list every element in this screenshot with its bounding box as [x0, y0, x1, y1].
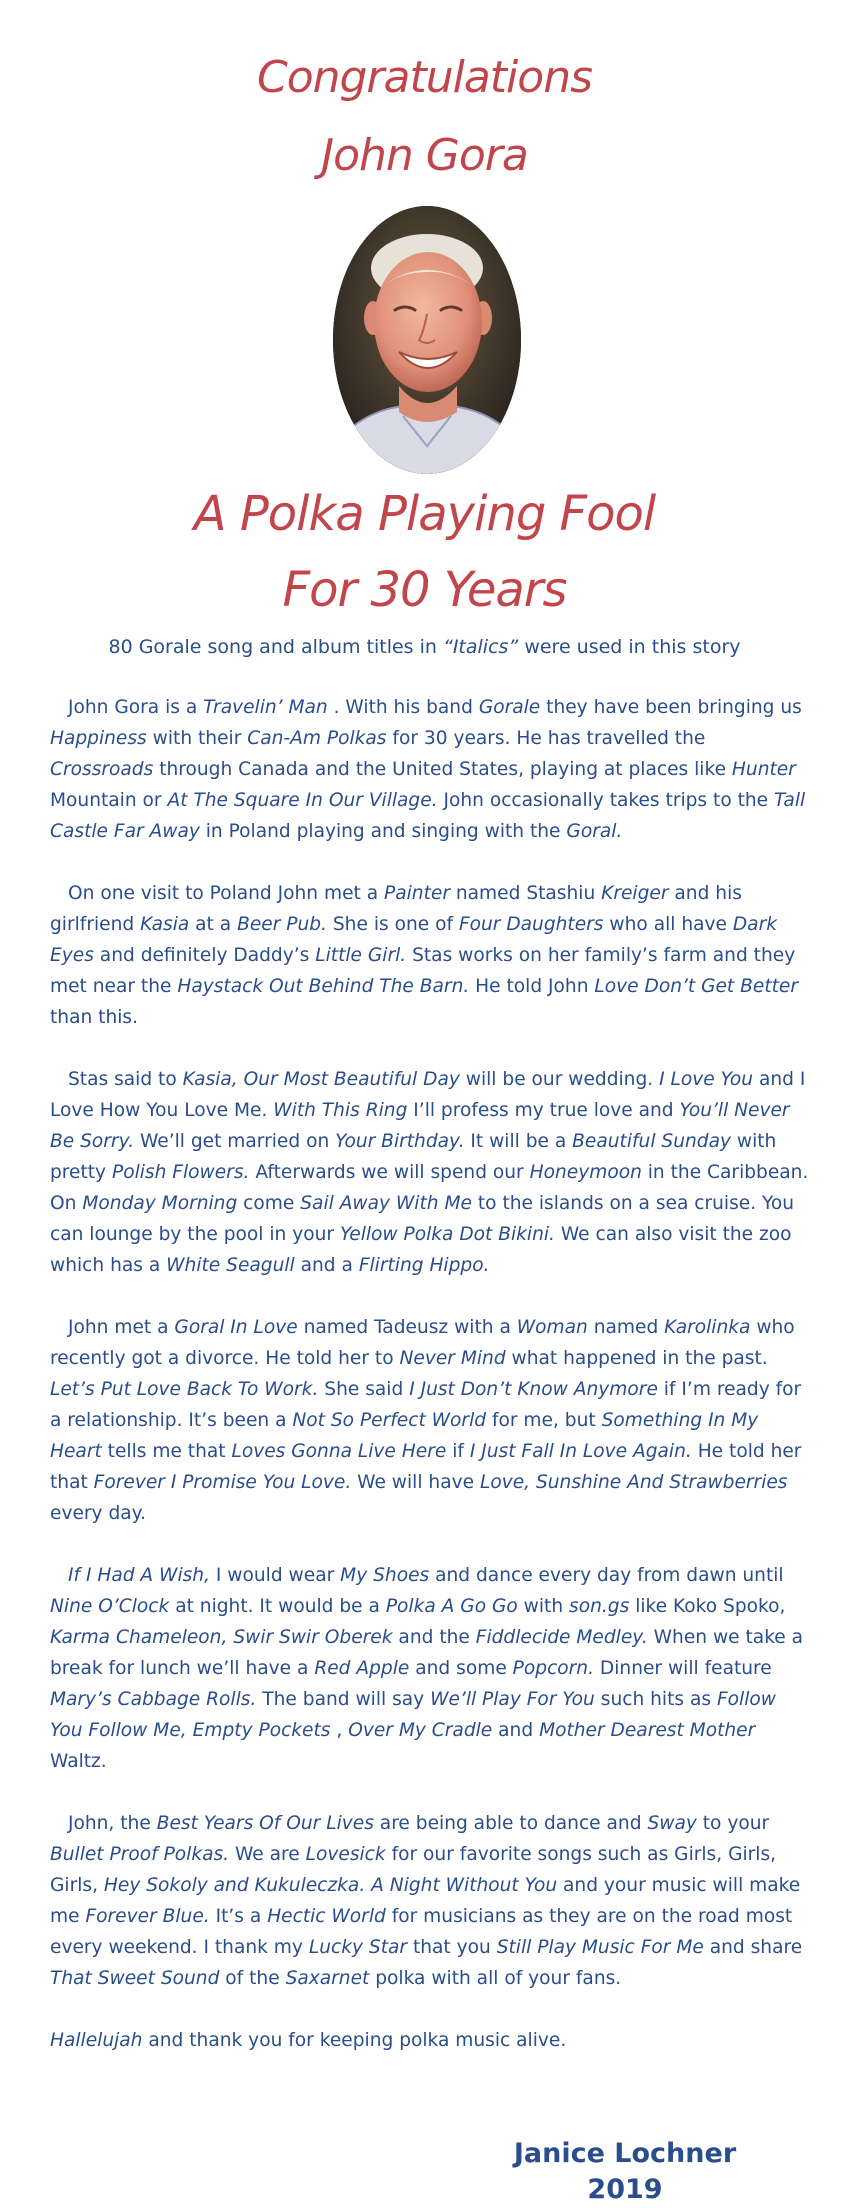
song-title: Red Apple — [314, 1658, 410, 1679]
story-text: We can also visit the zoo which has a — [50, 1224, 792, 1276]
story-text: who recently got a divorce. He told her to — [50, 1317, 795, 1369]
story-text: We will have — [351, 1472, 480, 1493]
story-text: of the — [219, 1968, 286, 1989]
song-title: Mother Dearest Mother — [539, 1720, 756, 1741]
story-paragraph — [50, 1064, 810, 1281]
song-title: Goral In Love — [174, 1317, 298, 1338]
song-title: Best Years Of Our Lives — [156, 1813, 374, 1834]
song-title: Dark Eyes — [50, 914, 777, 966]
story-text: Afterwards we will spend our — [249, 1162, 530, 1183]
song-title: I Just Fall In Love Again. — [469, 1441, 692, 1462]
story-text: It will be a — [464, 1131, 573, 1152]
portrait-illustration — [333, 206, 521, 474]
song-title: Empty Pockets — [192, 1720, 331, 1741]
story-text: tells me that — [101, 1441, 232, 1462]
song-title: Your Birthday. — [335, 1131, 465, 1152]
story-text: and I Love How You Love Me. — [50, 1069, 806, 1121]
story-text: such hits as — [594, 1689, 717, 1710]
song-title: Love Don’t Get Better — [594, 976, 798, 997]
song-title: Over My Cradle — [348, 1720, 493, 1741]
story-paragraph — [50, 1312, 810, 1529]
song-title: Bullet Proof Polkas. — [50, 1844, 230, 1865]
story-text: John met a — [68, 1317, 175, 1338]
story-text: polka with all of your fans. — [369, 1968, 622, 1989]
italics-note-italic: “Italics” — [442, 636, 519, 658]
story-text: and share — [703, 1937, 803, 1958]
story-text: that you — [407, 1937, 497, 1958]
song-title: Yellow Polka Dot Bikini. — [339, 1224, 555, 1245]
story-text: at night. It would be a — [169, 1596, 386, 1617]
song-title: I Love You — [659, 1069, 754, 1090]
story-text: and your music will make me — [50, 1875, 801, 1927]
story-text: if — [446, 1441, 470, 1462]
song-title: Honeymoon — [529, 1162, 642, 1183]
story-text: Dinner will feature — [594, 1658, 772, 1679]
song-title: Crossroads — [50, 759, 154, 780]
song-title: I Just Don’t Know Anymore — [409, 1379, 658, 1400]
song-title: Goral. — [566, 821, 623, 842]
song-title: Never Mind — [399, 1348, 506, 1369]
song-title: Lucky Star — [308, 1937, 408, 1958]
story-text: We’ll get married on — [134, 1131, 336, 1152]
song-title: Tall Castle Far Away — [50, 790, 806, 842]
song-title: Can-Am Polkas — [247, 728, 387, 749]
song-title: Popcorn. — [512, 1658, 595, 1679]
song-title: Kasia — [140, 914, 190, 935]
story-text: It’s a — [209, 1906, 268, 1927]
story-text: John Gora is a — [68, 697, 204, 718]
story-text: named Tadeusz with a — [297, 1317, 517, 1338]
story-text: and some — [409, 1658, 513, 1679]
song-title: Swir Swir Oberek — [233, 1627, 393, 1648]
song-title: Karolinka — [664, 1317, 751, 1338]
story-text: On one visit to Poland John met a — [68, 883, 385, 904]
italics-note-before: 80 Gorale song and album titles in — [108, 636, 443, 658]
story-text: She said — [318, 1379, 410, 1400]
song-title: Forever Blue. — [85, 1906, 210, 1927]
story-text: and a — [294, 1255, 359, 1276]
story-text: Mountain or — [50, 790, 168, 811]
story-text: He told her that — [50, 1441, 802, 1493]
song-title: Sway — [647, 1813, 697, 1834]
song-title: Not So Perfect World — [292, 1410, 487, 1431]
story-text: Stas works on her family’s farm and they met near the — [50, 945, 796, 997]
song-title: Sail Away With Me — [300, 1193, 472, 1214]
story-text: Waltz. — [50, 1751, 107, 1772]
song-title: Beer Pub. — [237, 914, 327, 935]
song-title: Something In My Heart — [50, 1410, 759, 1462]
song-title: Polish Flowers. — [111, 1162, 250, 1183]
story-text: like Koko Spoko, — [629, 1596, 786, 1617]
story-text: with pretty — [50, 1131, 777, 1183]
song-title: Still Play Music For Me — [496, 1937, 704, 1958]
song-title: Travelin’ Man — [203, 697, 328, 718]
story-closing-paragraph — [50, 2025, 810, 2056]
story-text: than this. — [50, 1007, 139, 1028]
story-text: and definitely Daddy’s — [93, 945, 316, 966]
song-title: son.gs — [569, 1596, 630, 1617]
song-title: Woman — [516, 1317, 588, 1338]
signature-year: 2019 — [587, 2174, 663, 2205]
song-title: Flirting Hippo. — [358, 1255, 490, 1276]
story-paragraph — [50, 1808, 810, 1994]
song-title: Painter — [384, 883, 450, 904]
story-text: in Poland playing and singing with the — [199, 821, 567, 842]
song-title: Fiddlecide Medley. — [475, 1627, 648, 1648]
story-text: through Canada and the United States, playing at places like — [153, 759, 732, 780]
song-title: Loves Gonna Live Here — [231, 1441, 447, 1462]
story-text: , — [330, 1720, 349, 1741]
song-title: Monday Morning — [82, 1193, 238, 1214]
song-title: That Sweet Sound — [50, 1968, 220, 1989]
story-text: who all have — [603, 914, 733, 935]
story-paragraph — [50, 1560, 810, 1777]
story-text: named Stashiu — [449, 883, 602, 904]
song-title: Haystack Out Behind The Barn. — [177, 976, 470, 997]
story-text: and his girlfriend — [50, 883, 742, 935]
story-text: come — [237, 1193, 301, 1214]
song-title: A Night Without You — [371, 1875, 558, 1896]
story-text: He told John — [469, 976, 595, 997]
story-text: I’ll profess my true love and — [407, 1100, 680, 1121]
song-title: Gorale — [478, 697, 541, 718]
song-title: Hallelujah — [50, 2030, 143, 2051]
story-text: She is one of — [326, 914, 459, 935]
song-title: You’ll Never Be Sorry. — [50, 1100, 790, 1152]
story-text: are being able to dance and — [373, 1813, 648, 1834]
song-title: We’ll Play For You — [430, 1689, 595, 1710]
story-text: in the Caribbean. On — [50, 1162, 809, 1214]
story-text: When we take a break for lunch we’ll have a — [50, 1627, 804, 1679]
story-text: and dance every day from dawn until — [429, 1565, 784, 1586]
song-title: Forever I Promise You Love. — [93, 1472, 352, 1493]
song-title: Saxarnet — [285, 1968, 370, 1989]
song-title: White Seagull — [166, 1255, 295, 1276]
song-title: Kasia, Our Most Beautiful Day — [182, 1069, 460, 1090]
story-text: for our favorite songs such as Girls, Girls, Girls, — [50, 1844, 777, 1896]
song-title: Nine O’Clock — [50, 1596, 170, 1617]
song-title: Kreiger — [601, 883, 669, 904]
song-title: Hey Sokoly and Kukuleczka. — [103, 1875, 366, 1896]
story-text: The band will say — [256, 1689, 431, 1710]
song-title: My Shoes — [340, 1565, 430, 1586]
story-body — [50, 692, 810, 2087]
song-title: Little Girl. — [315, 945, 407, 966]
story-text: if I’m ready for a relationship. It’s been a — [50, 1379, 802, 1431]
story-text: and thank you for keeping polka music alive. — [142, 2030, 567, 2051]
story-text: to the islands on a sea cruise. You can lounge by the pool in your — [50, 1193, 795, 1245]
song-title: At The Square In Our Village. — [167, 790, 438, 811]
honoree-portrait — [333, 206, 521, 474]
story-text: John, the — [68, 1813, 157, 1834]
congratulations-heading: Congratulations — [256, 52, 593, 103]
song-title: Four Daughters — [458, 914, 604, 935]
song-title: Hectic World — [267, 1906, 386, 1927]
tagline-line-2: For 30 Years — [282, 562, 567, 618]
honoree-name-heading: John Gora — [321, 130, 528, 181]
story-text: and the — [392, 1627, 476, 1648]
song-title: Let’s Put Love Back To Work. — [50, 1379, 319, 1400]
song-title: Beautiful Sunday — [572, 1131, 731, 1152]
story-text: . With his band — [327, 697, 479, 718]
story-text: for me, but — [486, 1410, 602, 1431]
story-text: Stas said to — [68, 1069, 183, 1090]
tagline-line-1: A Polka Playing Fool — [193, 486, 656, 542]
story-text: I would wear — [210, 1565, 341, 1586]
story-text: what happened in the past. — [505, 1348, 768, 1369]
song-title: With This Ring — [273, 1100, 408, 1121]
story-text: for musicians as they are on the road most every weekend. I thank my — [50, 1906, 793, 1958]
italics-note — [0, 636, 849, 658]
song-title: If I Had A Wish, — [68, 1565, 210, 1586]
song-title: Love, Sunshine And Strawberries — [479, 1472, 788, 1493]
story-text: We are — [229, 1844, 306, 1865]
story-text: they have been bringing us — [540, 697, 802, 718]
story-text: for 30 years. He has travelled the — [386, 728, 706, 749]
song-title: Karma Chameleon, — [50, 1627, 228, 1648]
story-text: and — [492, 1720, 540, 1741]
song-title: Polka A Go Go — [385, 1596, 518, 1617]
story-paragraph — [50, 692, 810, 847]
signature-block — [475, 2136, 775, 2208]
story-text: every day. — [50, 1503, 146, 1524]
story-text: named — [587, 1317, 665, 1338]
song-title: Mary’s Cabbage Rolls. — [50, 1689, 257, 1710]
song-title: Follow You Follow Me, — [50, 1689, 776, 1741]
story-text: will be our wedding. — [459, 1069, 660, 1090]
song-title: Lovesick — [305, 1844, 386, 1865]
story-text: with — [517, 1596, 570, 1617]
song-title: Hunter — [731, 759, 796, 780]
italics-note-after: were used in this story — [518, 636, 741, 658]
song-title: Happiness — [50, 728, 147, 749]
story-text: to your — [696, 1813, 770, 1834]
story-paragraph — [50, 878, 810, 1033]
signature-name: Janice Lochner — [513, 2138, 737, 2169]
story-text: John occasionally takes trips to the — [437, 790, 775, 811]
story-text: with their — [146, 728, 248, 749]
story-text: at a — [189, 914, 238, 935]
